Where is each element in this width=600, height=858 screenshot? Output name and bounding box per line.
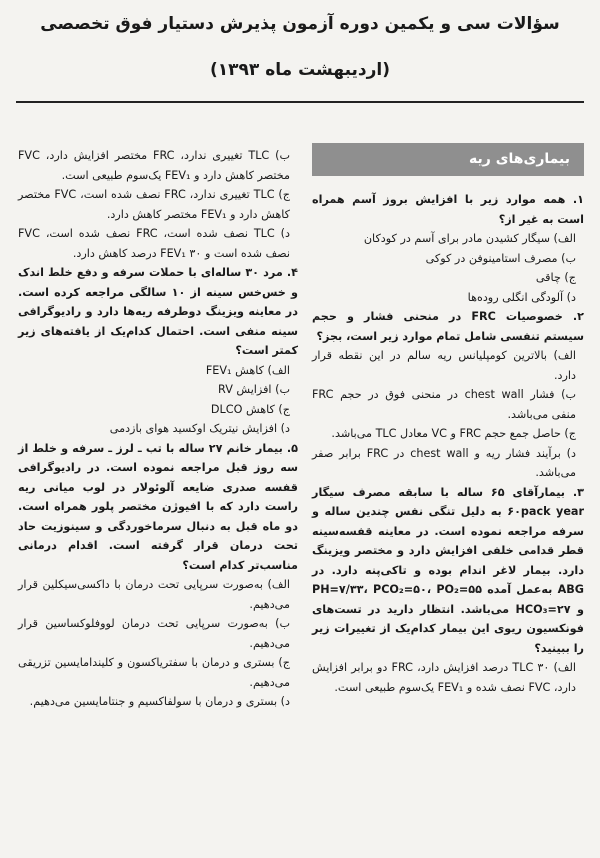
header-divider — [16, 101, 584, 103]
q5-option-a: الف) به‌صورت سرپایی تحت درمان با داکسی‌سیکلین قرار می‌دهیم. — [18, 578, 290, 611]
right-column — [312, 190, 584, 697]
question-2: ۲. خصوصیات FRC در منحنی فشار و حجم سیستم تنفسی شامل تمام موارد زیر است، بجز؟ — [312, 310, 584, 343]
question-5: ۵. بیمار خانم ۲۷ ساله با تب ـ لرز ـ سرفه و خلط از سه روز قبل مراجعه نموده است. در رادیوگرافی قفسه صدری ضایعه آلوئولار در لوب میانی ریه راست دارد که با افیوژن مختصر پلور همراه است. دو ماه قبل به دنبال سرماخوردگی و سینوزیت حاد تحت درمان قرار گرفته است. اقدام درمانی مناسب‌تر کدام است؟ — [18, 441, 298, 572]
q5-option-d: د) بستری و درمان با سولفاکسیم و جنتامایسین می‌دهیم. — [29, 695, 290, 708]
left-column — [18, 146, 298, 712]
question-1: ۱. همه موارد زیر با افزایش بروز آسم همراه است به غیر از؟ — [312, 193, 584, 226]
q3-option-d: د) TLC نصف شده است، FRC نصف شده است، FVC نصف شده است و FEV₁ ۳۰ درصد کاهش دارد. — [18, 227, 290, 260]
q3-option-b: ب) TLC تغییری ندارد، FRC مختصر افزایش دارد، FVC مختصر کاهش دارد و FEV₁ یک‌سوم طبیعی است. — [18, 149, 291, 182]
q3-option-c: ج) TLC تغییری ندارد، FRC نصف شده است، FVC مختصر کاهش دارد و FEV₁ مختصر کاهش دارد. — [18, 188, 290, 221]
question-4: ۴. مرد ۳۰ ساله‌ای با حملات سرفه و دفع خلط اندک و خس‌خس سینه از ۱۰ سالگی مراجعه کرده است. در معاینه ویزینگ دوطرفه ریه‌ها دارد و رادیوگرافی سینه منفی است. احتمال کدام‌یک از یافته‌های زیر کمتر است؟ — [18, 266, 299, 357]
q2-option-a: الف) بالاترین کومپلیانس ریه سالم در این نقطه قرار دارد. — [312, 349, 576, 382]
q5-option-b: ب) به‌صورت سرپایی تحت درمان لووفلوکساسین قرار می‌دهیم. — [18, 617, 290, 650]
q3-option-a: الف) TLC ۳۰ درصد افزایش دارد، FRC دو برابر افزایش دارد، FVC نصف شده و FEV₁ یک‌سوم طبیعی است. — [312, 661, 576, 694]
q1-option-d: د) آلودگی انگلی روده‌ها — [467, 290, 576, 304]
q2-option-c: ج) حاصل جمع حجم FRC و VC معادل TLC می‌باشد. — [331, 427, 576, 440]
section-header: بیماری‌های ریه — [312, 143, 584, 176]
q1-option-c: ج) چاقی — [535, 271, 576, 284]
page-subtitle: (اردیبهشت ماه ۱۳۹۳) — [209, 60, 391, 80]
q4-option-a: الف) کاهش FEV₁ — [205, 363, 290, 377]
q2-option-b: ب) فشار chest wall در منحنی فوق در حجم FRC منفی می‌باشد. — [312, 388, 576, 421]
q4-option-c: ج) کاهش DLCO — [210, 402, 290, 416]
question-3: ۳. بیمارآقای ۶۵ ساله با سابقه مصرف سیگار ۶۰pack year به دلیل تنگی نفس چندین ساله و سرفه مراجعه نموده است. در معاینه قفسه‌سینه قطر قدامی خلفی افزایش دارد و مختصر ویزینگ دارد. بیمار لاغر اندام بوده و تاکی‌پنه دارد. در ABG به‌عمل آمده PH=۷/۳۳، PCO₂=۵۰، PO₂=۵۵ و HCO₃=۲۷ می‌باشد. انتظار دارید در تست‌های فونکسیون ریوی این بیمار کدام‌یک از تغییرات زیر را ببینید؟ — [312, 485, 584, 655]
page-title: سؤالات سی و یکمین دوره آزمون پذیرش دستیار فوق تخصصی — [40, 14, 560, 34]
q4-option-b: ب) افزایش RV — [218, 383, 290, 396]
q4-option-d: د) افزایش نیتریک اوکسید هوای بازدمی — [109, 422, 290, 435]
q2-option-d: د) برآیند فشار ریه و chest wall در FRC برابر صفر می‌باشد. — [312, 446, 576, 479]
q1-option-b: ب) مصرف استامینوفن در کوکی — [425, 251, 576, 265]
q5-option-c: ج) بستری و درمان با سفتریاکسون و کلیندامایسین تزریقی می‌دهیم. — [18, 656, 290, 689]
q1-option-a: الف) سیگار کشیدن مادر برای آسم در کودکان — [363, 232, 576, 245]
